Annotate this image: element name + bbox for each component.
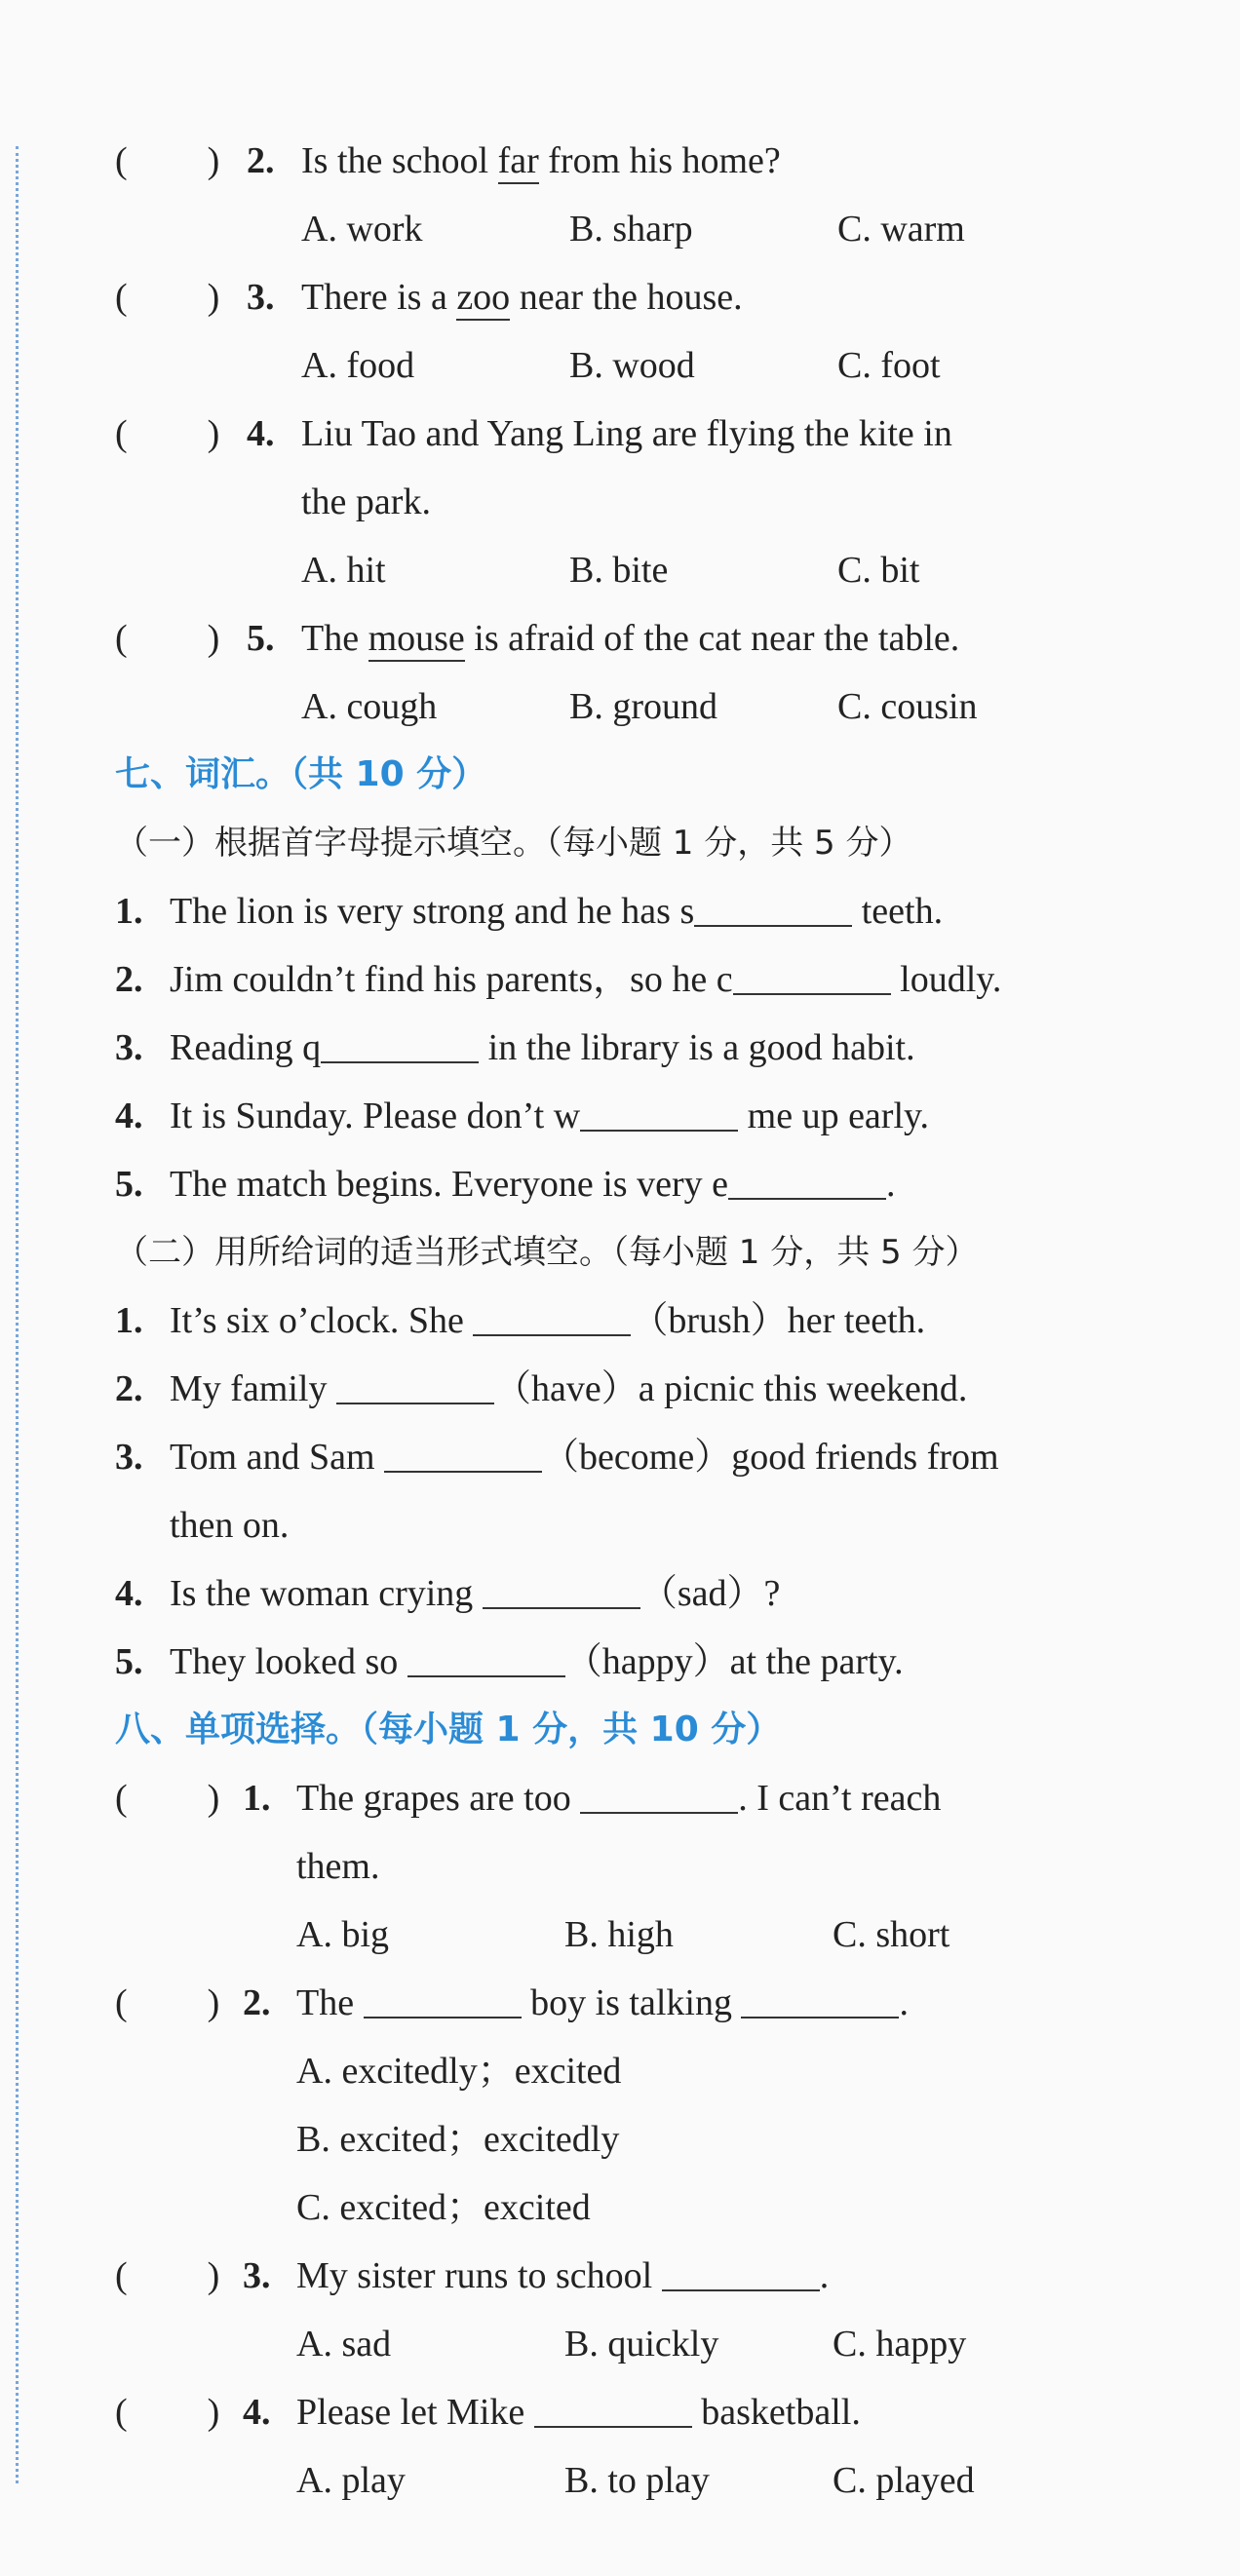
option-b[interactable]: B. excited；excitedly [296,2119,620,2160]
question-text-line2: the park. [301,481,431,522]
answer-paren[interactable]: ( ) [115,140,220,181]
answer-blank[interactable] [321,1032,479,1063]
item-number: 1. [115,891,143,932]
answer-blank[interactable] [662,2260,820,2291]
question-row [0,400,1240,468]
item-text: Is the woman crying （sad）? [170,1573,781,1614]
subsection-title: （一）根据首字母提示填空。（每小题 1 分，共 5 分） [115,824,912,863]
item-text: Tom and Sam （become）good friends from [170,1437,999,1478]
question-number: 1. [243,1778,271,1819]
question-text: The grapes are too . I can’t reach [296,1778,942,1819]
item-number: 5. [115,1164,143,1205]
question-text: The boy is talking . [296,1982,909,2023]
option-b[interactable]: B. wood [569,345,695,386]
item-text: It’s six o’clock. She （brush）her teeth. [170,1300,926,1341]
item-number: 5. [115,1641,143,1682]
option-a[interactable]: A. work [301,209,423,250]
item-number: 2. [115,959,143,1000]
answer-blank[interactable] [473,1305,631,1336]
answer-blank[interactable] [741,1987,899,2019]
options-row [0,673,1240,741]
answer-paren[interactable]: ( ) [115,1982,220,2023]
section-heading: 八、单项选择。（每小题 1 分，共 10 分） [115,1710,782,1749]
option-b[interactable]: B. sharp [569,209,693,250]
answer-blank[interactable] [728,1169,886,1200]
item-number: 2. [115,1368,143,1409]
question-text: There is a zoo near the house. [301,263,743,331]
question-number: 5. [247,618,275,659]
question-number: 4. [247,413,275,454]
option-c[interactable]: C. short [833,1914,950,1955]
item-text: The lion is very strong and he has s teeth. [170,891,944,932]
answer-paren[interactable]: ( ) [115,413,220,454]
option-a[interactable]: A. food [301,345,415,386]
answer-blank[interactable] [694,896,852,927]
answer-paren[interactable]: ( ) [115,618,220,659]
option-b[interactable]: B. to play [564,2460,710,2501]
item-number: 3. [115,1437,143,1478]
question-number: 4. [243,2392,271,2433]
item-number: 1. [115,1300,143,1341]
answer-paren[interactable]: ( ) [115,2255,220,2296]
item-text: Reading q in the library is a good habit. [170,1027,915,1068]
answer-paren[interactable]: ( ) [115,277,220,318]
question-text: The mouse is afraid of the cat near the table. [301,604,959,673]
option-b[interactable]: B. high [564,1914,674,1955]
option-a[interactable]: A. excitedly；excited [296,2051,622,2092]
question-number: 3. [247,277,275,318]
option-c[interactable]: C. bit [837,550,920,591]
item-number: 4. [115,1096,143,1136]
item-number: 3. [115,1027,143,1068]
underlined-word: zoo [456,277,510,321]
option-a[interactable]: A. big [296,1914,389,1955]
answer-blank[interactable] [483,1578,640,1609]
item-text: Jim couldn’t find his parents，so he c loudly. [170,959,1002,1000]
question-number: 2. [247,140,275,181]
options-row [0,2446,1240,2515]
option-c[interactable]: C. excited；excited [296,2187,591,2228]
option-c[interactable]: C. happy [833,2324,967,2365]
underlined-word: mouse [368,618,465,662]
answer-blank[interactable] [407,1646,565,1677]
item-text-line2: then on. [170,1505,290,1546]
option-c[interactable]: C. foot [837,345,941,386]
question-text-line2: them. [296,1846,380,1887]
options-row [0,1901,1240,1969]
question-number: 3. [243,2255,271,2296]
option-a[interactable]: A. cough [301,686,438,727]
underlined-word: far [498,140,539,184]
item-text: It is Sunday. Please don’t w me up early. [170,1096,930,1136]
option-b[interactable]: B. ground [569,686,717,727]
option-a[interactable]: A. hit [301,550,386,591]
answer-paren[interactable]: ( ) [115,1778,220,1819]
answer-blank[interactable] [336,1373,494,1404]
option-a[interactable]: A. sad [296,2324,392,2365]
item-text: The match begins. Everyone is very e . [170,1164,896,1205]
question-text: Liu Tao and Yang Ling are flying the kite in [301,413,952,454]
options-row [0,331,1240,400]
option-c[interactable]: C. played [833,2460,975,2501]
answer-blank[interactable] [733,964,891,995]
options-row [0,195,1240,263]
answer-blank[interactable] [580,1100,738,1132]
option-c[interactable]: C. warm [837,209,965,250]
item-text: They looked so （happy）at the party. [170,1641,904,1682]
question-text: My sister runs to school . [296,2255,830,2296]
section-heading: 七、词汇。（共 10 分） [115,754,487,794]
answer-blank[interactable] [580,1783,738,1814]
answer-blank[interactable] [384,1442,542,1473]
answer-blank[interactable] [534,2397,692,2428]
question-text: Please let Mike basketball. [296,2392,861,2433]
item-text: My family （have）a picnic this weekend. [170,1368,968,1409]
subsection-title: （二）用所给词的适当形式填空。（每小题 1 分，共 5 分） [115,1233,979,1272]
options-row [0,2310,1240,2378]
answer-paren[interactable]: ( ) [115,2392,220,2433]
item-number: 4. [115,1573,143,1614]
answer-blank[interactable] [364,1987,522,2019]
question-text: Is the school far from his home? [301,127,781,195]
options-row [0,536,1240,604]
option-c[interactable]: C. cousin [837,686,978,727]
option-a[interactable]: A. play [296,2460,406,2501]
option-b[interactable]: B. bite [569,550,669,591]
option-b[interactable]: B. quickly [564,2324,719,2365]
question-number: 2. [243,1982,271,2023]
